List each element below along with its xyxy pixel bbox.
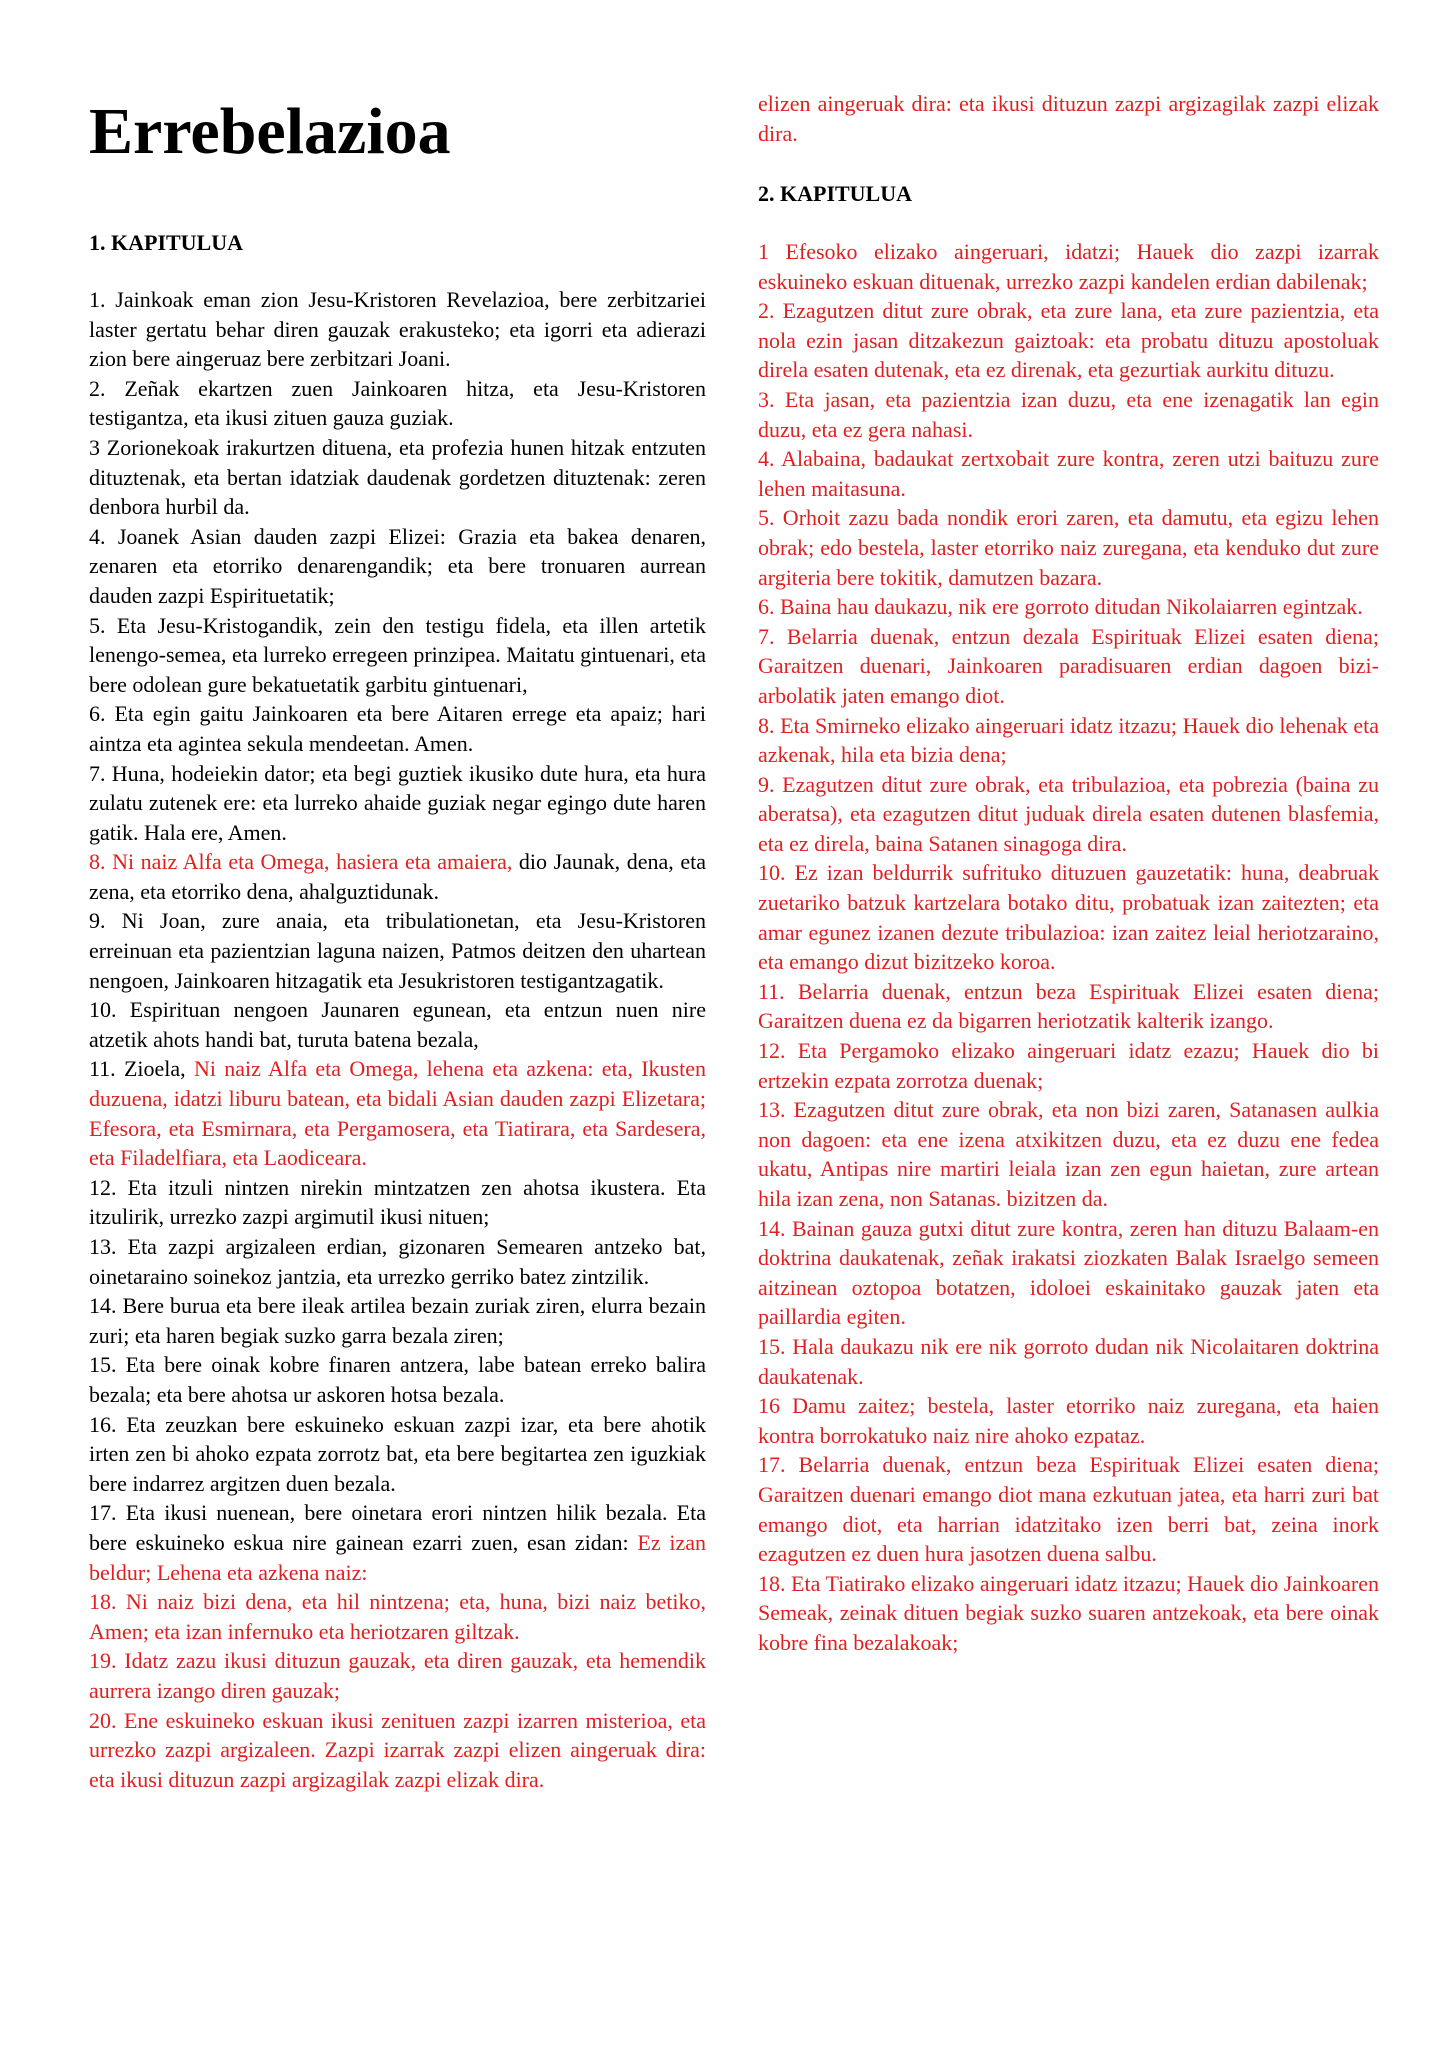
verse-2-18: 18. Eta Tiatirako elizako aingeruari idatz itzazu; Hauek dio Jainkoaren Semeak, zeinak dituen begiak suzko suaren antzekoak, eta bere oinak kobre fina bezalakoak;: [758, 1570, 1379, 1655]
verse-1-4: 4. Joanek Asian dauden zazpi Elizei: Grazia eta bakea denaren, zenaren eta etorriko denarengandik; eta bere tronuaren aurrean dauden zazpi Espirituetatik;: [89, 523, 706, 608]
verse-1-16: 16. Eta zeuzkan bere eskuineko eskuan zazpi izar, eta bere ahotik irten zen bi ahoko ezpata zorrotz bat, eta bere begitartea zen iguzkiak bere indarrez argitzen duen bezala.: [89, 1411, 706, 1496]
verse-1-18: 18. Ni naiz bizi dena, eta hil nintzena; eta, huna, bizi naiz betiko, Amen; eta izan infernuko eta heriotzaren giltzak.: [89, 1589, 706, 1644]
chapter-1-heading: 1. KAPITULUA: [89, 230, 244, 255]
verse-2-7: 7. Belarria duenak, entzun dezala Espirituak Elizei esaten diena; Garaitzen duenari, Jainkoaren paradisuaren erdian dagoen bizi-arbolatik jaten emango diot.: [758, 623, 1379, 708]
verse-2-8: 8. Eta Smirneko elizako aingeruari idatz itzazu; Hauek dio lehenak eta azkenak, hila eta bizia dena;: [758, 712, 1379, 768]
verse-2-12: 12. Eta Pergamoko elizako aingeruari idatz ezazu; Hauek dio bi ertzekin ezpata zorrotza duenak;: [758, 1038, 1379, 1093]
verse-2-9: 9. Ezagutzen ditut zure obrak, eta tribulazioa, eta pobrezia (baina zu aberatsa), eta ezagutzen ditut juduak direla esaten dutenen blasfemia, eta ez direla, baina Satanen sinagoga dira.: [758, 771, 1379, 856]
verse-1-10: 10. Espirituan nengoen Jaunaren egunean, eta entzun nuen nire atzetik ahots handi bat, turuta batena bezala,: [89, 997, 706, 1052]
verse-1-13: 13. Eta zazpi argizaleen erdian, gizonaren Semearen antzeko bat, oinetaraino soinekoz jantzia, eta urrezko gerriko batez zintzilik.: [89, 1234, 706, 1289]
chapter-2-verses: [758, 237, 1379, 1658]
verse-1-2: 2. Zeñak ekartzen zuen Jainkoaren hitza, eta Jesu-Kristoren testigantza, eta ikusi zituen gauza guziak.: [89, 375, 706, 431]
verse-1-8: 8. Ni naiz Alfa eta Omega, hasiera eta amaiera, dio Jaunak, dena, eta zena, eta etorriko dena, ahalguztidunak.: [89, 849, 706, 904]
verse-2-16: 16 Damu zaitez; bestela, laster etorriko naiz zuregana, eta haien kontra borrokatuko naiz nire ahoko ezpataz.: [758, 1393, 1379, 1448]
chapter-1-verses: [89, 285, 706, 1792]
verse-2-15: 15. Hala daukazu nik ere nik gorroto dudan nik Nicolaitaren doktrina daukatenak.: [758, 1333, 1379, 1389]
verse-1-5: 5. Eta Jesu-Kristogandik, zein den testigu fidela, eta illen artetik lenengo-semea, eta lurreko erregeen prinzipea. Maitatu gintuenari, eta bere odolean gure bekatuetatik garbitu gintuenari,: [89, 612, 706, 697]
verse-1-3: 3 Zorionekoak irakurtzen dituena, eta profezia hunen hitzak entzuten dituztenak, eta bertan idatziak daudenak gordetzen dituztenak: zeren denbora hurbil da.: [89, 434, 706, 520]
verse-1-19: 19. Idatz zazu ikusi dituzun gauzak, eta diren gauzak, eta hemendik aurrera izango diren gauzak;: [89, 1648, 706, 1703]
verse-2-14: 14. Bainan gauza gutxi ditut zure kontra, zeren han dituzu Balaam-en doktrina daukatenak, zeñak irakatsi ziozkaten Balak Israelgo semeen aitzinean oztopoa botatzen, idoloei eskainitako gauzak jaten eta paillardia egiten.: [758, 1215, 1379, 1330]
verse-1-9: 9. Ni Joan, zure anaia, eta tribulationetan, eta Jesu-Kristoren erreinuan eta pazientzian laguna naizen, Patmos deitzen den uhartean nengoen, Jainkoaren hitzagatik eta Jesukristoren testigantzagatik.: [89, 908, 706, 993]
verse-2-5: 5. Orhoit zazu bada nondik erori zaren, eta damutu, eta egizu lehen obrak; edo bestela, laster etorriko naiz zuregana, eta kenduko dut zure argiteria bere tokitik, damutzen bazara.: [758, 505, 1379, 590]
verse-1-14: 14. Bere burua eta bere ileak artilea bezain zuriak ziren, elurra bezain zuri; eta haren begiak suzko garra bezala ziren;: [89, 1293, 706, 1348]
verse-1-20-continuation: [758, 89, 1379, 148]
verse-2-4: 4. Alabaina, badaukat zertxobait zure kontra, zeren utzi baituzu zure lehen maitasuna.: [758, 446, 1379, 501]
verse-1-7: 7. Huna, hodeiekin dator; eta begi guztiek ikusiko dute hura, eta hura zulatu zutenek ere: eta lurreko ahaide guziak negar egingo dute haren gatik. Hala ere, Amen.: [89, 760, 706, 845]
verse-1-20: 20. Ene eskuineko eskuan ikusi zenituen zazpi izarren misterioa, eta urrezko zazpi argizaleen. Zazpi izarrak zazpi elizen aingeruak dira: eta ikusi dituzun zazpi argizagilak zazpi elizak dira.: [89, 1707, 706, 1792]
verse-1-15: 15. Eta bere oinak kobre finaren antzera, labe batean erreko balira bezala; eta bere ahotsa ur askoren hotsa bezala.: [89, 1352, 706, 1407]
document-title: Errebelazioa: [89, 95, 451, 168]
verse-1-12: 12. Eta itzuli nintzen nirekin mintzatzen zen ahotsa ikustera. Eta itzulirik, urrezko zazpi argimutil ikusi nituen;: [89, 1174, 706, 1230]
verse-2-1: 1 Efesoko elizako aingeruari, idatzi; Hauek dio zazpi izarrak eskuineko eskuan dituenak, urrezko zazpi kandelen erdian dabilenak;: [758, 239, 1379, 294]
chapter-2-heading: 2. KAPITULUA: [758, 181, 913, 206]
verse-2-11: 11. Belarria duenak, entzun beza Espirituak Elizei esaten diena; Garaitzen duena ez da bigarren heriotzatik kalterik izango.: [758, 978, 1379, 1034]
verse-2-3: 3. Eta jasan, eta pazientzia izan duzu, eta ene izenagatik lan egin duzu, eta ez gera nahasi.: [758, 386, 1379, 442]
verse-2-2: 2. Ezagutzen ditut zure obrak, eta zure lana, eta zure pazientzia, eta nola ezin jasan ditzakezun gaiztoak: eta probatu dituzu apostoluak direla esaten dutenak, eta ez direnak, eta gezurtiak aurkitu dituzu.: [758, 298, 1379, 383]
verse-2-13: 13. Ezagutzen ditut zure obrak, eta non bizi zaren, Satanasen aulkia non dagoen: eta ene izena atxikitzen duzu, eta ez duzu ene fedea ukatu, Antipas nire martiri leiala izan zen egun haietan, zure artean hila izan zena, non Satanas. bizitzen da.: [758, 1097, 1379, 1211]
verse-1-1: 1. Jainkoak eman zion Jesu-Kristoren Revelazioa, bere zerbitzariei laster gertatu behar diren gauzak erakusteko; eta igorri eta adierazi zion bere aingeruaz bere zerbitzari Joani.: [89, 287, 706, 372]
verse-2-10: 10. Ez izan beldurrik sufrituko dituzuen gauzetatik: huna, deabruak zuetariko batzuk kartzelara botako ditu, probatuak izan zaitezten; eta amar egunez izanen dezute tribulazioa: izan zaitez leial heriotzaraino, eta emango dizut bizitzeko koroa.: [758, 860, 1379, 975]
verse-1-11: 11. Zioela, Ni naiz Alfa eta Omega, lehena eta azkena: eta, Ikusten duzuena, idatzi liburu batean, eta bidali Asian dauden zazpi Elizetara; Efesora, eta Esmirnara, eta Pergamosera, eta Tiatirara, eta Sardesera, eta Filadelfiara, eta Laodiceara.: [89, 1056, 706, 1171]
verse-1-17: 17. Eta ikusi nuenean, bere oinetara erori nintzen hilik bezala. Eta bere eskuineko eskua nire gainean ezarri zuen, esan zidan: Ez izan beldur; Lehena eta azkena naiz:: [89, 1500, 706, 1585]
verse-1-17-highlight: Ez izan beldur; Lehena eta azkena naiz:: [89, 1529, 706, 1585]
verse-1-8-highlight: 8. Ni naiz Alfa eta Omega, hasiera eta amaiera,: [89, 849, 513, 875]
verse-2-17: 17. Belarria duenak, entzun beza Espirituak Elizei esaten diena; Garaitzen duenari emango diot mana ezkutuan jatea, eta harri zuri bat emango diot, eta harrian idatzitako izen berri bat, zeina inork ezagutzen ez duen hura jasotzen duena salbu.: [758, 1452, 1379, 1567]
continuation-text: elizen aingeruak dira: eta ikusi dituzun zazpi argizagilak zazpi elizak dira.: [758, 91, 1379, 146]
verse-1-11-highlight: Ni naiz Alfa eta Omega, lehena eta azkena: eta, Ikusten duzuena, idatzi liburu batean, eta bidali Asian dauden zazpi Elizetara; Efesora, eta Esmirnara, eta Pergamosera, eta Tiatirara, eta Sardesera, eta Filadelfiara, eta Laodiceara.: [89, 1056, 706, 1171]
verse-2-6: 6. Baina hau daukazu, nik ere gorroto ditudan Nikolaiarren egintzak.: [758, 594, 1363, 620]
verse-1-6: 6. Eta egin gaitu Jainkoaren eta bere Aitaren errege eta apaiz; hari aintza eta agintea sekula mendeetan. Amen.: [89, 701, 706, 756]
